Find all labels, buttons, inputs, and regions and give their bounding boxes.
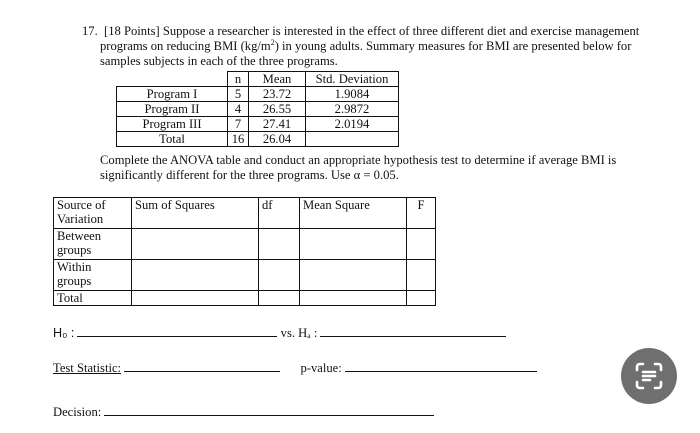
cell-ss-total[interactable] [132, 291, 259, 306]
question-line-3: samples subjects in each of the three programs. [100, 54, 338, 68]
cell-ss-between[interactable] [132, 229, 259, 260]
anova-header-row [54, 198, 436, 229]
ha-answer-line[interactable] [320, 325, 506, 337]
table-row [117, 132, 399, 147]
decision-row [53, 404, 434, 420]
summary-header-row [117, 72, 399, 87]
header-source: Source of Variation [54, 198, 132, 229]
text-scan-icon [621, 348, 677, 404]
table-row [117, 117, 399, 132]
decision-label: Decision: [53, 405, 102, 419]
question-number: 17. [82, 24, 98, 38]
table-row [54, 260, 436, 291]
test-statistic-answer-line[interactable] [124, 360, 280, 372]
question-line-2b: ) in young adults. Summary measures for BMI are presented below for [274, 39, 632, 53]
cell-sd: 2.9872 [306, 102, 399, 117]
cell-n: 5 [228, 87, 249, 102]
cell-f-total[interactable] [407, 291, 436, 306]
row-label: Program II [117, 102, 228, 117]
p-value-label: p-value: [300, 361, 342, 375]
cell-ms-within[interactable] [300, 260, 407, 291]
row-label: Program III [117, 117, 228, 132]
row-label-within: Within groups [54, 260, 132, 291]
anova-table [53, 197, 436, 306]
cell-sd [306, 132, 399, 147]
row-label-between: Between groups [54, 229, 132, 260]
row-label: Total [117, 132, 228, 147]
header-ss: Sum of Squares [132, 198, 259, 229]
cell-f-between[interactable] [407, 229, 436, 260]
cell-ms-total[interactable] [300, 291, 407, 306]
superscript-2: 2 [270, 37, 275, 47]
test-statistic-label: Test Statistic: [53, 361, 122, 375]
table-row [117, 87, 399, 102]
cell-ms-between[interactable] [300, 229, 407, 260]
cell-f-within[interactable] [407, 260, 436, 291]
cell-ss-within[interactable] [132, 260, 259, 291]
question-text [82, 24, 652, 69]
stats-row [53, 360, 537, 376]
question-line-1: [18 Points] Suppose a researcher is interested in the effect of three different diet and exercise management [104, 24, 640, 38]
header-f: F [407, 198, 436, 229]
cell-mean: 26.04 [249, 132, 306, 147]
p-value-answer-line[interactable] [345, 360, 537, 372]
row-label: Program I [117, 87, 228, 102]
ha-label: vs. Hₐ : [280, 326, 318, 340]
cell-mean: 27.41 [249, 117, 306, 132]
instructions-line-2: significantly different for the three programs. Use α = 0.05. [100, 168, 399, 182]
cell-df-between[interactable] [259, 229, 300, 260]
hypotheses-row [53, 325, 506, 341]
summary-table [116, 71, 399, 147]
cell-sd: 1.9084 [306, 87, 399, 102]
header-mean: Mean [249, 72, 306, 87]
cell-df-within[interactable] [259, 260, 300, 291]
cell-n: 7 [228, 117, 249, 132]
table-row [54, 229, 436, 260]
table-row [54, 291, 436, 306]
header-df: df [259, 198, 300, 229]
header-sd: Std. Deviation [306, 72, 399, 87]
h0-label: H₀ : [53, 326, 75, 340]
question-line-2a: programs on reducing BMI (kg/m [100, 39, 271, 53]
cell-df-total[interactable] [259, 291, 300, 306]
instructions-line-1: Complete the ANOVA table and conduct an appropriate hypothesis test to determine if average BMI is [100, 153, 617, 167]
cell-mean: 26.55 [249, 102, 306, 117]
cell-sd: 2.0194 [306, 117, 399, 132]
cell-mean: 23.72 [249, 87, 306, 102]
row-label-total: Total [54, 291, 132, 306]
table-row [117, 102, 399, 117]
cell-n: 16 [228, 132, 249, 147]
cell-n: 4 [228, 102, 249, 117]
text-scan-button[interactable] [621, 348, 677, 404]
decision-answer-line[interactable] [104, 404, 434, 416]
h0-answer-line[interactable] [77, 325, 277, 337]
header-ms: Mean Square [300, 198, 407, 229]
header-n: n [228, 72, 249, 87]
